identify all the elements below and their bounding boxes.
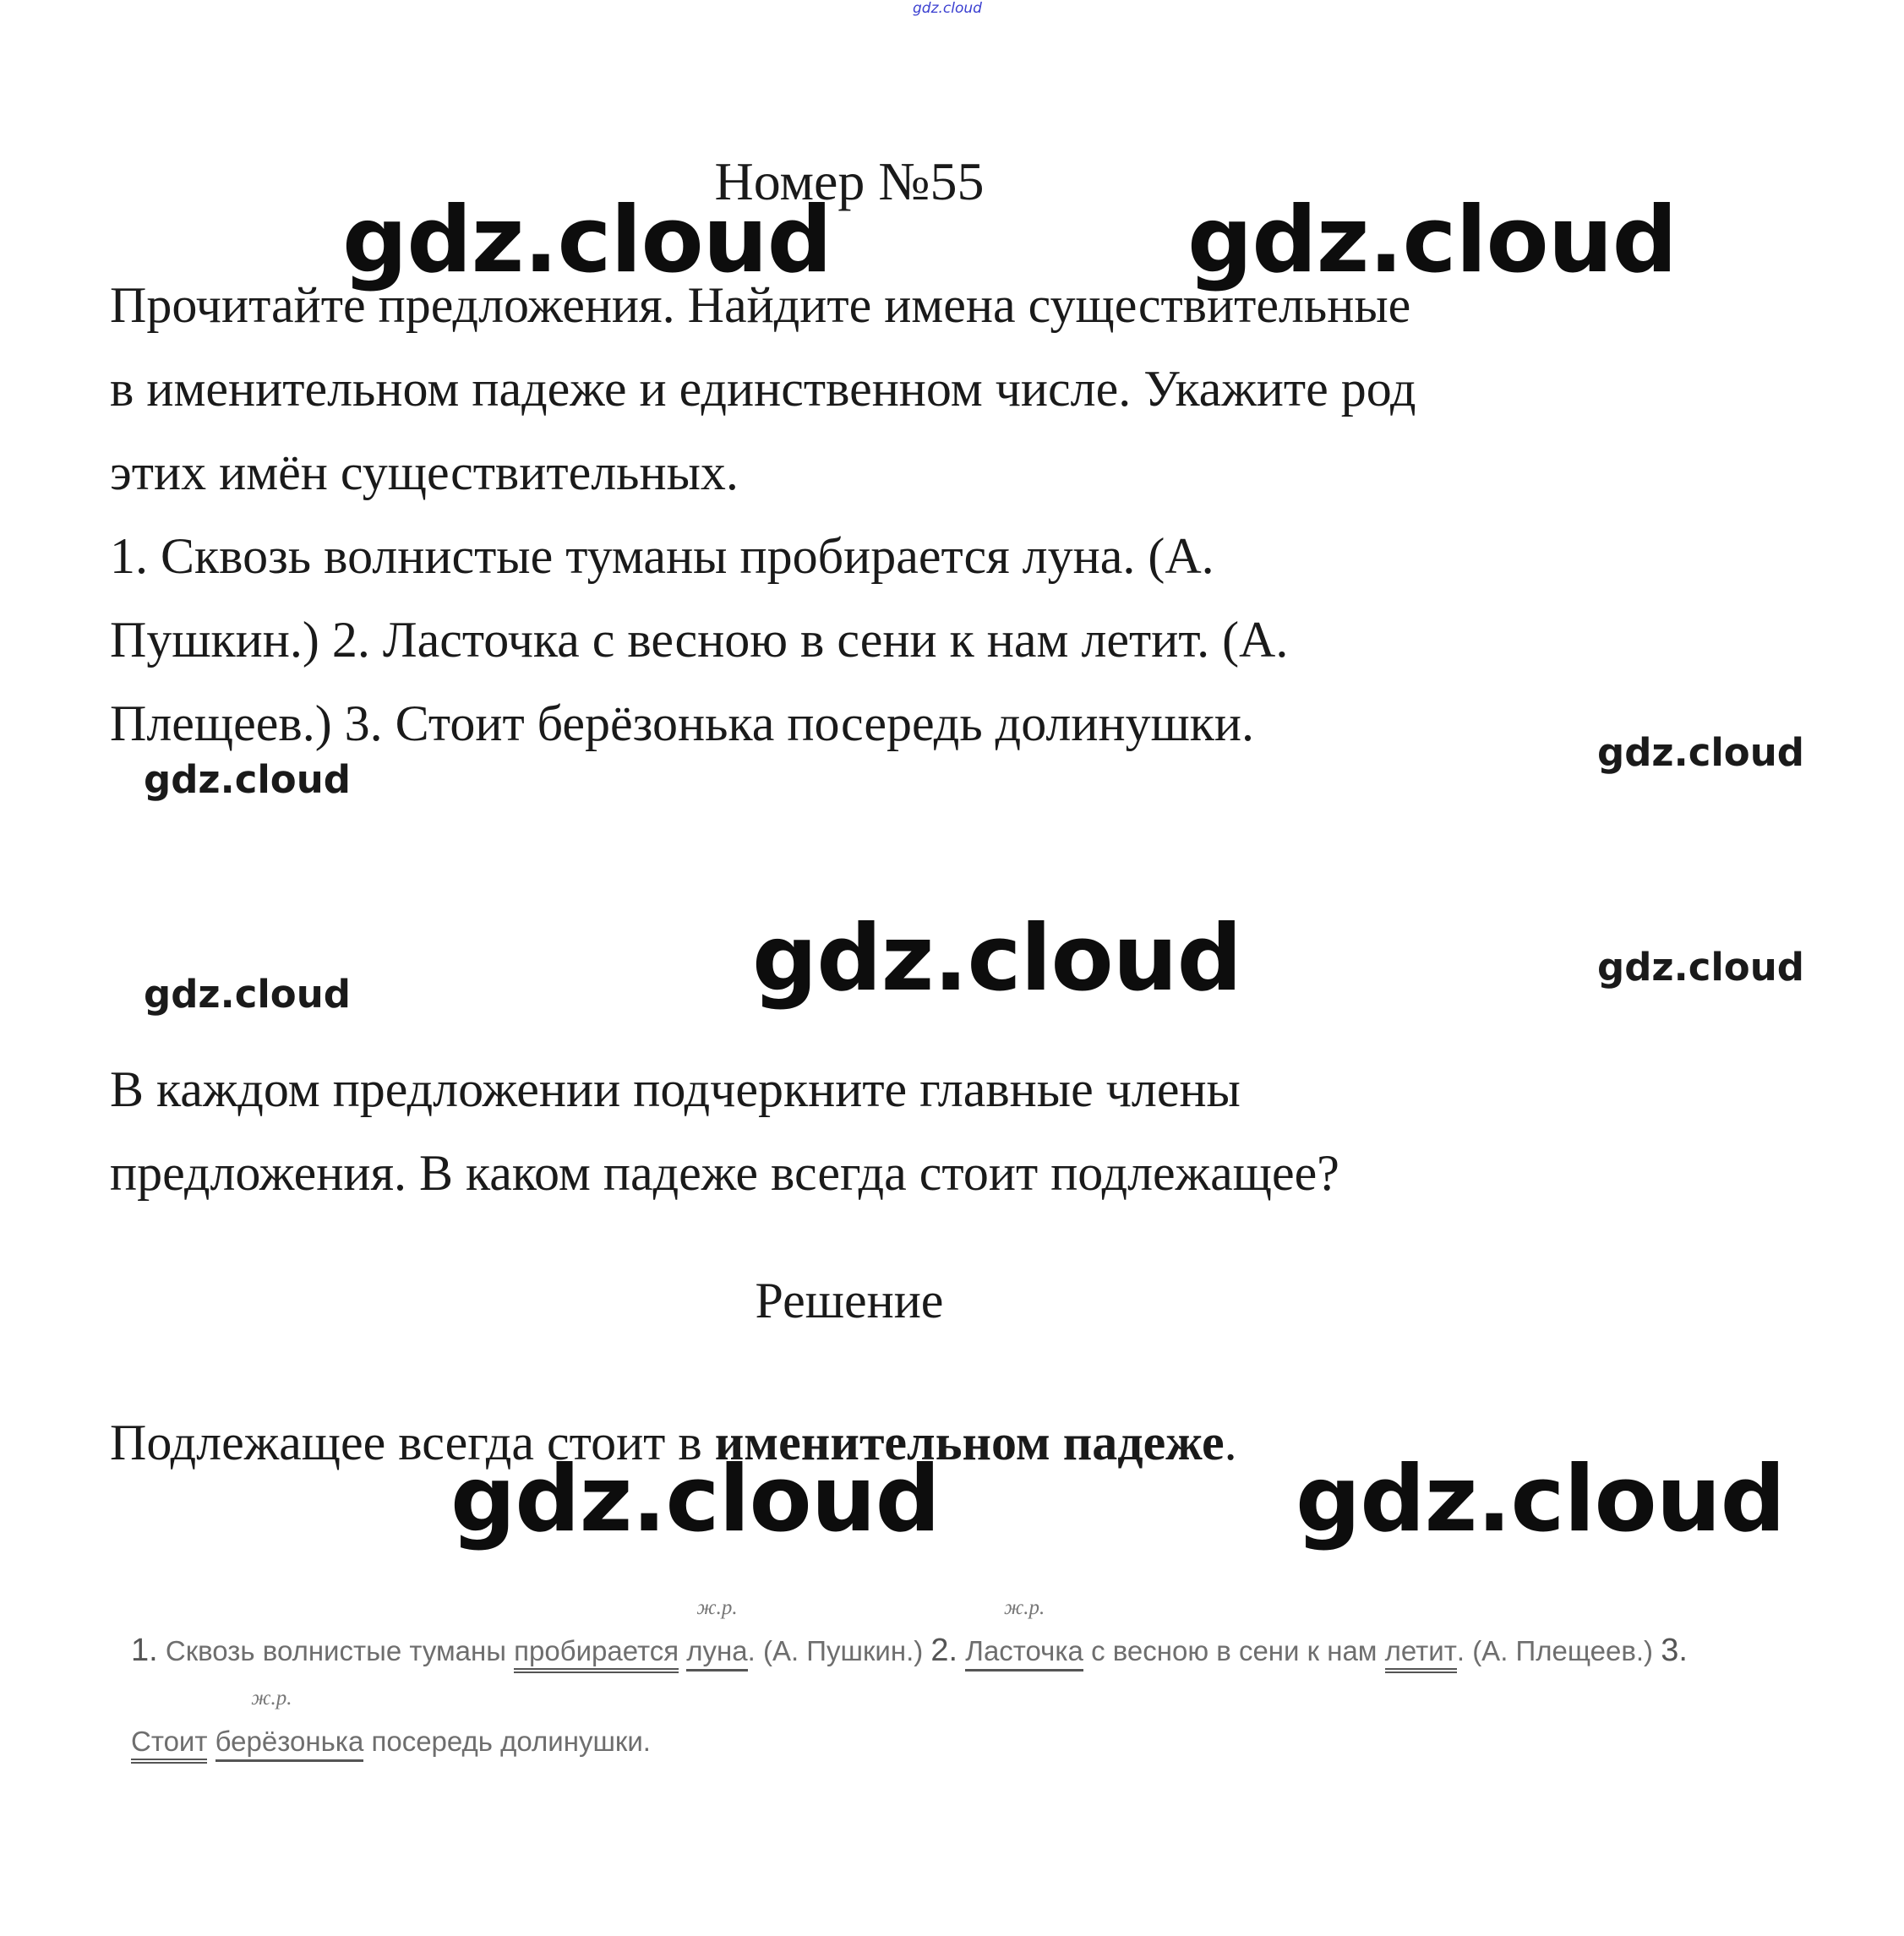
answer-bold: именительном падеже xyxy=(714,1415,1225,1470)
task-line: 1. Сквозь волнистые туманы пробирается луна. (А. xyxy=(110,528,1214,584)
task2-text xyxy=(110,1048,1716,1215)
answer-text xyxy=(110,1401,1716,1485)
annotated-sentence-line-2 xyxy=(131,1687,651,1764)
watermark: gdz.cloud xyxy=(1597,945,1804,990)
plain-text: с весною в сени к нам xyxy=(1091,1635,1378,1666)
predicate: Стоит xyxy=(131,1726,207,1764)
answer-prefix: Подлежащее всегда стоит в xyxy=(110,1415,715,1470)
predicate: пробирается xyxy=(514,1635,679,1673)
task-line: этих имён существительных. xyxy=(110,444,739,500)
watermark: gdz.cloud xyxy=(1296,1447,1785,1552)
sentence-number: 2. xyxy=(930,1633,958,1668)
task-line: Прочитайте предложения. Найдите имена существительные xyxy=(110,277,1411,333)
plain-text: . (А. Пушкин.) xyxy=(747,1635,924,1666)
task-line: в именительном падеже и единственном числе. Укажите род xyxy=(110,361,1416,417)
watermark: gdz.cloud xyxy=(1597,730,1804,775)
task-line: Плещеев.) 3. Стоит берёзонька посередь долинушки. xyxy=(110,695,1255,751)
task2-line: В каждом предложении подчеркните главные члены xyxy=(110,1061,1241,1117)
annotated-sentence-line-1 xyxy=(131,1596,1688,1673)
plain-text: . (А. Плещеев.) xyxy=(1456,1635,1654,1666)
gender-label: ж.р. xyxy=(696,1596,738,1619)
subject: берёзонька ж.р. xyxy=(215,1726,364,1762)
watermark: gdz.cloud xyxy=(144,972,351,1017)
plain-text: посередь долинушки. xyxy=(371,1726,651,1757)
plain-text: Сквозь волнистые туманы xyxy=(165,1635,506,1666)
task-text xyxy=(110,264,1716,766)
sentence-number: 3. xyxy=(1661,1633,1688,1668)
watermark: gdz.cloud xyxy=(450,1447,940,1552)
subject: луна ж.р. xyxy=(686,1635,747,1672)
solution-heading: Решение xyxy=(755,1273,944,1328)
watermark: gdz.cloud xyxy=(342,188,832,293)
header-watermark: gdz.cloud xyxy=(913,0,982,17)
watermark: gdz.cloud xyxy=(752,906,1241,1012)
answer-suffix: . xyxy=(1224,1415,1237,1470)
sentence-number: 1. xyxy=(131,1633,158,1668)
watermark: gdz.cloud xyxy=(1187,188,1677,293)
subject: Ласточка ж.р. xyxy=(965,1635,1083,1672)
task-line: Пушкин.) 2. Ласточка с весною в сени к нам летит. (А. xyxy=(110,612,1289,668)
gender-label: ж.р. xyxy=(1003,1596,1045,1619)
page-title: Номер №55 xyxy=(714,151,985,211)
predicate: летит xyxy=(1385,1635,1457,1673)
task2-line: предложения. В каком падеже всегда стоит подлежащее? xyxy=(110,1145,1339,1201)
watermark: gdz.cloud xyxy=(144,757,351,802)
gender-label: ж.р. xyxy=(251,1687,292,1710)
